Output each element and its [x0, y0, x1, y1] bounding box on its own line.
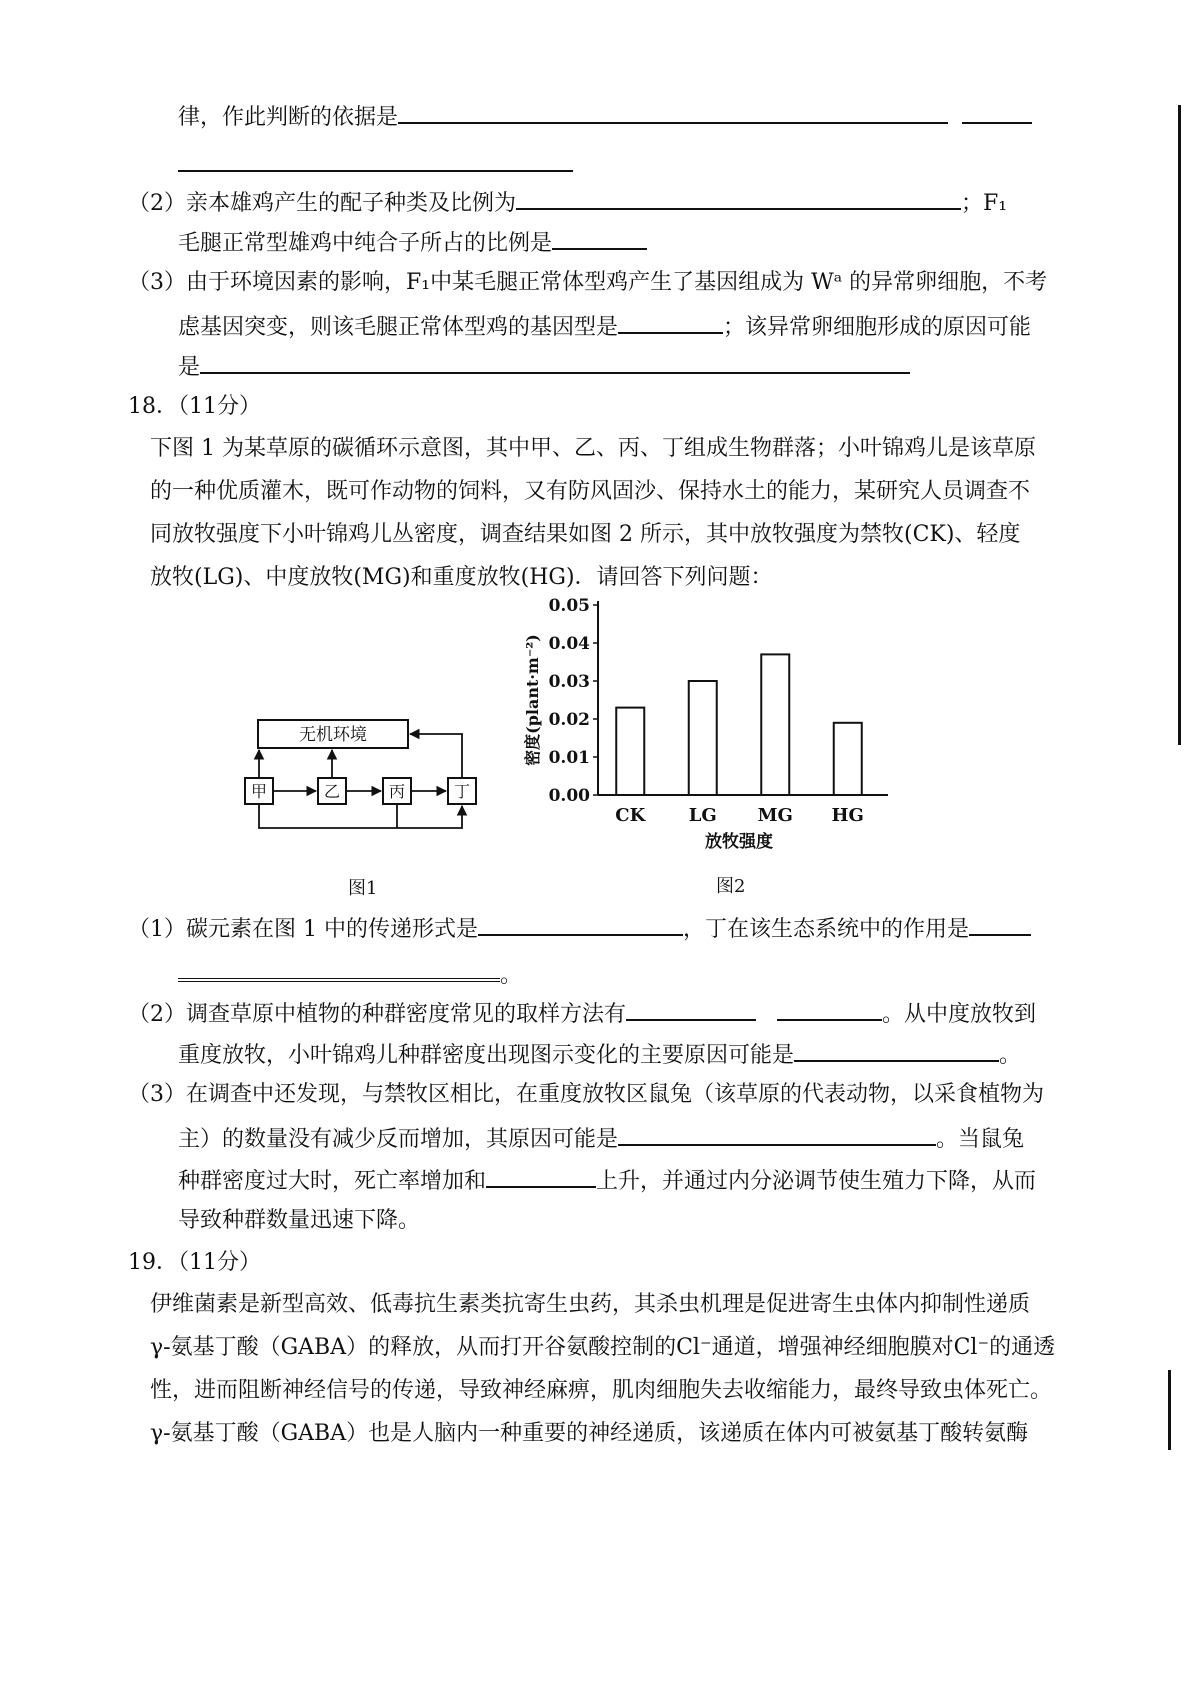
q17-p2-text-a: （2）亲本雄鸡产生的配子种类及比例为: [128, 191, 516, 216]
node-ding: 丁: [453, 782, 471, 801]
x-tick-label: LG: [688, 805, 717, 826]
answer-blank[interactable]: [626, 997, 756, 1021]
q18-p3-line4: [178, 1206, 420, 1236]
y-tick-label: 0.04: [548, 634, 590, 654]
answer-blank[interactable]: [178, 148, 573, 172]
answer-blank[interactable]: [398, 100, 948, 124]
answer-blank[interactable]: [178, 956, 500, 982]
q17-text-a: 律，作此判断的依据是: [178, 105, 399, 130]
answer-blank[interactable]: [486, 1164, 596, 1188]
q19-line-4: γ-氨基丁酸（GABA）也是人脑内一种重要的神经递质，该递质在体内可被氨基丁酸转氨酶: [150, 1421, 1029, 1446]
q18-intro-1: 下图 1 为某草原的碳循环示意图，其中甲、乙、丙、丁组成生物群落；小叶锦鸡儿是该草原: [150, 436, 1036, 461]
q18-p3-text-d: 种群密度过大时，死亡率增加和: [178, 1169, 487, 1194]
q18-p3-text-a: （3）在调查中还发现，与禁牧区相比，在重度放牧区鼠兔（该草原的代表动物，以采食植物为: [128, 1082, 1045, 1107]
q18-intro-3: 同放牧强度下小叶锦鸡儿丛密度，调查结果如图 2 所示，其中放牧强度为禁牧(CK)、轻度: [150, 522, 1021, 547]
q18-p3-text-e: 上升，并通过内分泌调节使生殖力下降，从而: [596, 1169, 1037, 1194]
q17-p3-text-c: ；该异常卵细胞形成的原因可能: [723, 315, 1032, 340]
margin-bar-top: [1178, 105, 1181, 745]
y-tick-label: 0.02: [548, 710, 590, 730]
q19-heading: 19．（11分）: [128, 1250, 261, 1275]
q17-p3-text-d: 是: [178, 355, 201, 380]
q18-p3-text-f: 导致种群数量迅速下降。: [178, 1208, 421, 1233]
node-bing: 丙: [388, 782, 406, 801]
bar-hg: [834, 723, 862, 795]
q17-p3-text-a: （3）由于环境因素的影响，F₁中某毛腿正常体型鸡产生了基因组成为 Wᵃ 的异常卵细胞，不考: [128, 270, 1048, 295]
q18-p1-line2: [178, 956, 522, 991]
answer-blank[interactable]: [794, 1038, 999, 1062]
bar-lg: [689, 681, 717, 795]
q19-line-2: γ-氨基丁酸（GABA）的释放，从而打开谷氨酸控制的Cl⁻通道，增强神经细胞膜对Cl⁻的通透: [150, 1335, 1056, 1360]
q18-p2-line1: [128, 997, 1036, 1030]
q18-p1-line1: [128, 912, 1031, 945]
q19-line-3: 性，进而阻断神经信号的传递，导致神经麻痹，肌肉细胞失去收缩能力，最终导致虫体死亡。: [150, 1378, 1053, 1403]
node-yi: 乙: [323, 782, 341, 801]
q18-heading: 18．（11分）: [128, 394, 261, 419]
arrow-ding-up: [410, 734, 462, 778]
q18-p1-text-a: （1）碳元素在图 1 中的传递形式是: [128, 917, 478, 942]
q17-p2-line2: [178, 226, 647, 259]
q17-p3-text-b: 虑基因突变，则该毛腿正常体型鸡的基因型是: [178, 315, 619, 340]
q17-line-a-cont: [178, 148, 573, 181]
bar-ck: [616, 708, 644, 795]
q18-p2-text-a: （2）调查草原中植物的种群密度常见的取样方法有: [128, 1002, 626, 1027]
q18-p3-line1: [128, 1080, 1044, 1110]
answer-blank[interactable]: [969, 912, 1031, 936]
answer-blank[interactable]: [200, 350, 910, 374]
q17-p3-line2: [178, 310, 1031, 343]
figure-1-caption: 图1: [348, 878, 378, 899]
bar-mg: [761, 654, 789, 795]
figure-1-carbon-cycle: [240, 700, 520, 850]
answer-blank[interactable]: [478, 912, 683, 936]
q17-p3-line1: [128, 268, 1047, 298]
q17-p3-line3: [178, 350, 910, 383]
q18-intro-2: 的一种优质灌木，既可作动物的饲料，又有防风固沙、保持水土的能力，某研究人员调查不: [150, 479, 1031, 504]
arrow-bottom-loop: [259, 804, 462, 828]
x-tick-label: HG: [831, 805, 864, 826]
y-tick-label: 0.00: [548, 786, 590, 806]
q18-intro-4: 放牧(LG)、中度放牧(MG)和重度放牧(HG)．请回答下列问题：: [150, 565, 773, 590]
x-tick-label: MG: [757, 805, 793, 826]
q17-p2-text-b: ；F₁: [961, 191, 1008, 216]
figure-2-caption: 图2: [716, 876, 746, 897]
q18-p3-text-b: 主）的数量没有减少反而增加，其原因可能是: [178, 1127, 619, 1152]
q17-p2-text-c: 毛腿正常型雄鸡中纯合子所占的比例是: [178, 231, 553, 256]
y-tick-label: 0.03: [548, 672, 590, 692]
inorganic-environment-label: 无机环境: [299, 725, 367, 745]
q19-line-1: 伊维菌素是新型高效、低毒抗生素类抗寄生虫药，其杀虫机理是促进寄生虫体内抑制性递质: [150, 1292, 1031, 1317]
x-axis-label: 放牧强度: [705, 832, 773, 852]
figure-2-bar-chart: [510, 595, 910, 860]
q18-p1-end: 。: [500, 963, 523, 988]
x-tick-label: CK: [615, 805, 646, 826]
node-jia: 甲: [250, 782, 268, 801]
q17-p2-line1: [128, 186, 1007, 219]
y-axis-label: 密度(plant·m⁻²): [523, 634, 542, 766]
q18-p1-text-b: ，丁在该生态系统中的作用是: [682, 917, 969, 942]
answer-blank[interactable]: [618, 1122, 936, 1146]
q17-line-a: [178, 100, 1032, 133]
q18-p2-text-c: 重度放牧，小叶锦鸡儿种群密度出现图示变化的主要原因可能是: [178, 1043, 795, 1068]
q18-p2-text-b: 。从中度放牧到: [881, 1002, 1036, 1027]
answer-blank[interactable]: [962, 100, 1032, 124]
q18-p2-text-d: 。: [999, 1043, 1022, 1068]
answer-blank[interactable]: [618, 310, 723, 334]
answer-blank[interactable]: [516, 186, 961, 210]
q18-p2-line2: [178, 1038, 1021, 1071]
y-tick-label: 0.05: [548, 596, 590, 616]
q18-p3-text-c: 。当鼠兔: [936, 1127, 1025, 1152]
answer-blank[interactable]: [777, 997, 882, 1021]
q18-p3-line2: [178, 1122, 1024, 1155]
margin-bar-bottom: [1168, 1370, 1171, 1450]
y-tick-label: 0.01: [548, 748, 590, 768]
q18-p3-line3: [178, 1164, 1036, 1197]
answer-blank[interactable]: [552, 226, 647, 250]
